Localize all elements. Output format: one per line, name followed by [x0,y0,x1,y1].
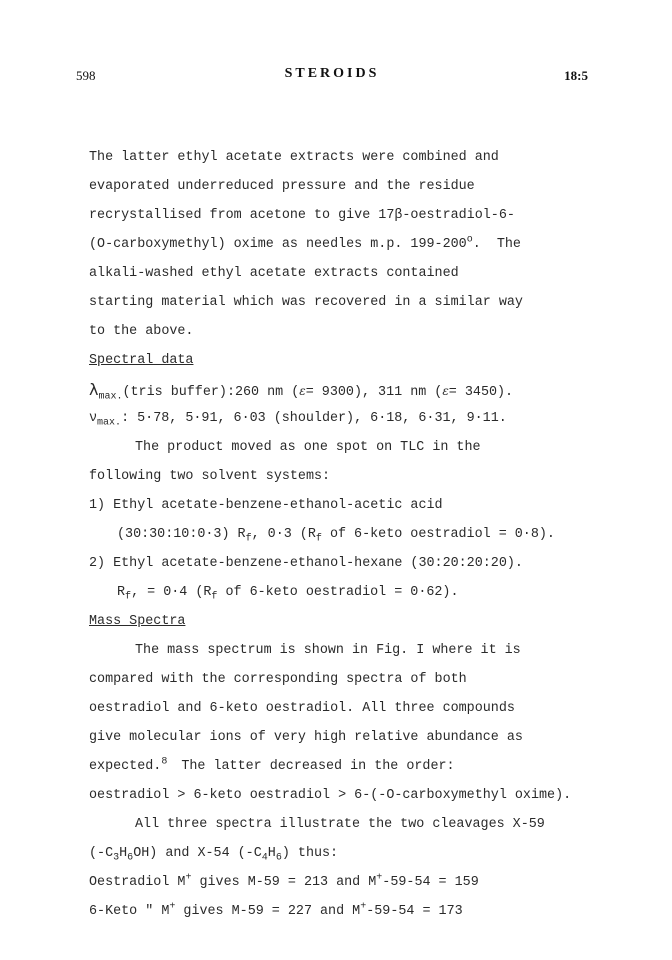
journal-title: STEROIDS [284,66,380,81]
text-line [89,752,629,781]
subscript: 4 [261,852,268,864]
subscript: max. [98,391,123,403]
superscript: + [376,872,383,884]
issue-number: 18:5 [564,68,588,83]
text-line: The mass spectrum is shown in Fig. I where it is [135,643,521,658]
text-span: gives M-59 = 227 and M [175,904,361,919]
nu-symbol: ν [89,411,98,426]
text-line: oestradiol > 6-keto oestradiol > 6-(-O-carboxymethyl oxime). [89,788,572,803]
solvent-system-2: 2) Ethyl acetate-benzene-ethanol-hexane (30:20:20:20). [89,556,523,571]
text-span: H [267,846,276,861]
section-heading-mass [89,607,629,636]
subscript: f [315,533,322,545]
section-heading-spectral [89,346,629,375]
text-line: starting material which was recovered in a similar way [89,295,523,310]
text-span: (tris buffer):260 nm ( [122,385,300,400]
text-span: 6-Keto " M [89,904,170,919]
degree-sign: o [466,234,473,246]
subscript: f [211,591,218,603]
text-line: evaporated underreduced pressure and the residue [89,179,475,194]
text-span: Oestradiol M [89,875,186,890]
text-span: -59-54 = 173 [366,904,463,919]
text-span: of 6-keto oestradiol = 0·62). [217,585,459,600]
epsilon-symbol: ε [442,384,449,398]
formula-line [89,839,629,868]
text-line: All three spectra illustrate the two cleavages X-59 [135,817,545,832]
text-span: expected. [89,759,162,774]
text-line: compared with the corresponding spectra of both [89,672,467,687]
nu-max-line [89,404,629,433]
subscript: 3 [113,852,120,864]
text-span: of 6-keto oestradiol = 0·8). [321,527,555,542]
solvent-system-1-rf [89,520,629,549]
text-span: (30:30:10:0·3) R [117,527,246,542]
text-span: -59-54 = 159 [382,875,479,890]
text-line: following two solvent systems: [89,469,331,484]
solvent-system-1: 1) Ethyl acetate-benzene-ethanol-acetic acid [89,498,443,513]
subscript: max. [97,417,122,429]
text-span: (-C [89,846,114,861]
text-line: oestradiol and 6-keto oestradiol. All three compounds [89,701,515,716]
text-span: = 9300), 311 nm ( [305,385,443,400]
text-span: , = 0·4 (R [131,585,212,600]
page-number: 598 [76,68,96,83]
page-body [89,143,629,926]
running-header [76,64,588,86]
text-line: The latter ethyl acetate extracts were combined and [89,150,499,165]
text-span: R [117,585,126,600]
text-span: , 0·3 (R [251,527,316,542]
text-span: ) thus: [281,846,339,861]
superscript: + [360,901,367,913]
heading-text: Spectral data [89,353,194,368]
lambda-symbol: λ [89,380,99,399]
text-line: recrystallised from acetone to give 17β-oestradiol-6- [89,208,515,223]
lambda-max-line [89,375,629,404]
text-line: (O-carboxymethyl) oxime as needles m.p. 199-200$^o$. The [89,234,521,252]
heading-text: Mass Spectra [89,614,186,629]
subscript: 6 [275,852,282,864]
epsilon-symbol: ε [299,384,306,398]
fragment-row [89,868,629,897]
superscript: + [169,901,176,913]
text-span: gives M-59 = 213 and M [191,875,377,890]
text-line: to the above. [89,324,194,339]
text-span: The [496,237,521,252]
text-span: The latter decreased in the order: [181,759,455,774]
subscript: f [245,533,252,545]
fragment-row [89,897,629,926]
subscript: 6 [127,852,134,864]
text-span: : 5·78, 5·91, 6·03 (shoulder), 6·18, 6·31, 9·11. [121,411,507,426]
text-span: = 3450). [448,385,514,400]
text-span: (O-carboxymethyl) oxime as needles m.p. 199-200 [89,237,467,252]
reference-superscript: 8 [161,756,168,768]
subscript: f [125,591,132,603]
text-span: H [119,846,128,861]
text-line: alkali-washed ethyl acetate extracts contained [89,266,459,281]
superscript: + [185,872,192,884]
text-span: OH) and X-54 (-C [133,846,262,861]
text-line: The product moved as one spot on TLC in the [135,440,481,455]
solvent-system-2-rf [89,578,629,607]
text-line: give molecular ions of very high relative abundance as [89,730,523,745]
